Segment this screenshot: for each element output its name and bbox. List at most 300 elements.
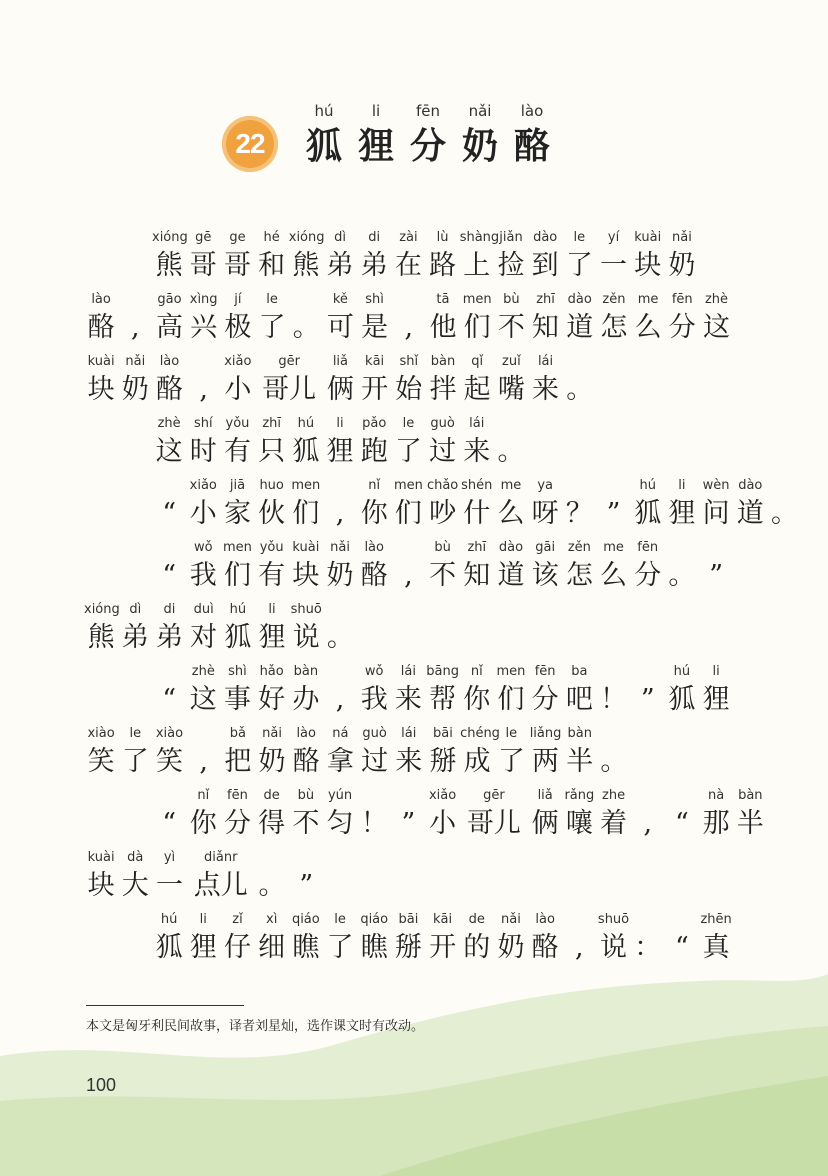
hanzi: 狐 bbox=[224, 622, 252, 653]
pinyin bbox=[562, 476, 596, 496]
char-cell bbox=[187, 352, 221, 408]
pinyin: zhe bbox=[602, 788, 626, 803]
char-cell bbox=[562, 910, 596, 966]
pinyin: qiáo bbox=[360, 912, 389, 927]
pinyin: liǎ bbox=[332, 354, 349, 369]
char-cell bbox=[426, 662, 460, 718]
hanzi: 。 bbox=[668, 560, 696, 591]
hanzi: 小 bbox=[189, 498, 217, 529]
char-cell bbox=[391, 786, 425, 842]
hanzi: 了 bbox=[121, 746, 149, 777]
pinyin: bāi bbox=[398, 912, 419, 927]
pinyin bbox=[392, 290, 426, 310]
pinyin: fēn bbox=[534, 664, 556, 679]
char-cell bbox=[152, 848, 186, 904]
pinyin: hú bbox=[673, 664, 691, 679]
char-cell bbox=[186, 476, 220, 532]
char-cell bbox=[596, 476, 630, 532]
char-cell bbox=[187, 724, 221, 780]
pinyin bbox=[767, 476, 801, 496]
pinyin: jí bbox=[234, 292, 242, 307]
title-hanzi: 奶 bbox=[461, 125, 498, 167]
pinyin: shí bbox=[193, 416, 213, 431]
hanzi: 细 bbox=[258, 932, 286, 963]
char-cell bbox=[528, 724, 562, 780]
hanzi: 一 bbox=[600, 250, 628, 281]
hanzi: , bbox=[404, 312, 414, 343]
pinyin: wǒ bbox=[364, 664, 384, 679]
pinyin: li bbox=[199, 912, 207, 927]
hanzi: 哥儿 bbox=[466, 808, 521, 839]
hanzi: 有 bbox=[223, 436, 251, 467]
pinyin: duì bbox=[193, 602, 214, 617]
pinyin: zhī bbox=[467, 540, 487, 555]
pinyin: le bbox=[402, 416, 415, 431]
char-cell bbox=[357, 414, 391, 470]
hanzi: ！ bbox=[360, 808, 388, 839]
text-line bbox=[152, 414, 528, 470]
pinyin: zhī bbox=[262, 416, 281, 431]
hanzi: 不 bbox=[497, 312, 525, 343]
char-cell bbox=[255, 724, 289, 780]
hanzi: 熊 bbox=[292, 250, 320, 281]
hanzi: 狐 bbox=[668, 684, 696, 715]
hanzi: 来 bbox=[532, 374, 560, 405]
pinyin: jiǎn bbox=[499, 230, 523, 245]
hanzi: 奶 bbox=[326, 560, 354, 591]
hanzi: 么 bbox=[497, 498, 525, 529]
pinyin: xiǎo bbox=[428, 788, 457, 803]
hanzi: , bbox=[199, 374, 208, 405]
char-cell bbox=[323, 290, 357, 346]
char-cell bbox=[391, 662, 425, 718]
char-cell bbox=[665, 538, 699, 594]
pinyin: kě bbox=[332, 292, 348, 307]
hanzi: 狐 bbox=[292, 436, 320, 467]
char-cell bbox=[459, 228, 500, 284]
pinyin: zuǐ bbox=[502, 354, 521, 369]
char-cell bbox=[220, 228, 254, 284]
hanzi: 了 bbox=[497, 746, 525, 777]
hanzi: 时 bbox=[189, 436, 217, 467]
hanzi: 俩 bbox=[531, 808, 559, 839]
pinyin bbox=[562, 910, 596, 930]
hanzi: 分 bbox=[531, 684, 559, 715]
char-cell bbox=[562, 538, 596, 594]
char-cell bbox=[494, 290, 528, 346]
pinyin: lái bbox=[537, 354, 554, 369]
title-hanzi: 狸 bbox=[357, 125, 394, 167]
pinyin: yì bbox=[163, 850, 176, 865]
char-cell bbox=[220, 476, 254, 532]
pinyin: dì bbox=[129, 602, 142, 617]
char-cell bbox=[699, 786, 733, 842]
hanzi: 了 bbox=[326, 932, 354, 963]
char-cell bbox=[596, 786, 630, 842]
pinyin: ya bbox=[537, 478, 553, 493]
char-cell bbox=[323, 724, 357, 780]
hanzi: 过 bbox=[429, 436, 457, 467]
hanzi: 大 bbox=[121, 870, 149, 901]
hanzi: 道 bbox=[497, 560, 525, 591]
hanzi: 狸 bbox=[702, 684, 730, 715]
char-cell bbox=[460, 724, 500, 780]
hanzi: ” bbox=[640, 684, 655, 715]
hanzi: 酪 bbox=[531, 932, 559, 963]
hanzi: 办 bbox=[292, 684, 320, 715]
char-cell bbox=[152, 290, 186, 346]
hanzi: 分 bbox=[668, 312, 696, 343]
hanzi: 这 bbox=[702, 312, 730, 343]
pinyin: lào bbox=[159, 354, 180, 369]
char-cell bbox=[255, 352, 323, 408]
pinyin: liǎng bbox=[529, 726, 562, 741]
char-cell bbox=[426, 786, 460, 842]
hanzi: 可 bbox=[326, 312, 354, 343]
pinyin: jiā bbox=[229, 478, 246, 493]
pinyin: li bbox=[712, 664, 720, 679]
char-cell bbox=[699, 476, 733, 532]
char-cell bbox=[392, 352, 426, 408]
title-pinyin: hú bbox=[314, 102, 334, 120]
hanzi: 瞧 bbox=[292, 932, 320, 963]
char-cell bbox=[357, 538, 391, 594]
text-line bbox=[152, 476, 802, 532]
hanzi: 匀 bbox=[326, 808, 354, 839]
pinyin: hé bbox=[263, 230, 280, 245]
char-cell bbox=[767, 476, 801, 532]
pinyin: bāi bbox=[433, 726, 453, 741]
hanzi: 说 bbox=[292, 622, 320, 653]
char-cell bbox=[631, 538, 665, 594]
pinyin: zhēn bbox=[700, 912, 732, 927]
pinyin: gāo bbox=[157, 292, 182, 307]
pinyin: bù bbox=[297, 788, 315, 803]
pinyin: bù bbox=[503, 292, 520, 307]
char-cell bbox=[323, 352, 357, 408]
char-cell bbox=[460, 910, 494, 966]
pinyin: hú bbox=[639, 478, 656, 493]
char-cell bbox=[528, 786, 562, 842]
pinyin: lào bbox=[535, 912, 555, 927]
pinyin: dào bbox=[567, 292, 592, 307]
char-cell bbox=[118, 848, 152, 904]
hanzi: 。 bbox=[770, 498, 798, 529]
pinyin bbox=[289, 848, 323, 868]
pinyin: le bbox=[266, 292, 278, 307]
char-cell bbox=[323, 414, 357, 470]
char-cell bbox=[186, 786, 220, 842]
pinyin: xiào bbox=[155, 726, 184, 741]
hanzi: 了 bbox=[394, 436, 422, 467]
pinyin: lào bbox=[364, 540, 384, 555]
hanzi: , bbox=[199, 746, 208, 777]
char-cell bbox=[255, 848, 289, 904]
char-cell bbox=[152, 786, 186, 842]
char-cell bbox=[221, 352, 255, 408]
hanzi: 捡 bbox=[497, 250, 525, 281]
char-cell bbox=[152, 352, 186, 408]
pinyin: fēn bbox=[671, 292, 693, 307]
char-cell bbox=[460, 786, 528, 842]
pinyin: shàng bbox=[459, 230, 500, 245]
char-cell bbox=[528, 290, 562, 346]
char-cell bbox=[699, 910, 733, 966]
pinyin: bǎ bbox=[229, 726, 246, 741]
hanzi: 。 bbox=[600, 746, 628, 777]
char-cell bbox=[255, 600, 289, 656]
text-line bbox=[84, 600, 358, 656]
pinyin bbox=[596, 662, 630, 682]
hanzi: 吧 bbox=[565, 684, 593, 715]
pinyin: gāi bbox=[535, 540, 556, 555]
hanzi: 。 bbox=[258, 870, 286, 901]
hanzi: 高 bbox=[155, 312, 183, 343]
hanzi: 他 bbox=[429, 312, 457, 343]
char-cell bbox=[631, 662, 665, 718]
hanzi: ” bbox=[606, 498, 621, 529]
char-cell bbox=[494, 662, 528, 718]
char-cell bbox=[426, 538, 460, 594]
hanzi: “ bbox=[162, 560, 176, 591]
hanzi: 酪 bbox=[155, 374, 183, 405]
hanzi: 我 bbox=[360, 684, 388, 715]
hanzi: 块 bbox=[634, 250, 662, 281]
hanzi: 开 bbox=[361, 374, 389, 405]
char-cell bbox=[562, 662, 596, 718]
pinyin bbox=[631, 910, 665, 930]
char-cell bbox=[186, 538, 220, 594]
hanzi: 哥 bbox=[189, 250, 217, 281]
hanzi: 了 bbox=[258, 312, 286, 343]
hanzi: 成 bbox=[463, 746, 491, 777]
char-cell bbox=[563, 352, 597, 408]
char-cell bbox=[152, 228, 186, 284]
char-cell bbox=[186, 910, 220, 966]
pinyin bbox=[391, 786, 425, 806]
pinyin: yí bbox=[607, 230, 620, 245]
pinyin bbox=[152, 538, 186, 558]
hanzi: 道 bbox=[736, 498, 764, 529]
pinyin: fēn bbox=[227, 788, 248, 803]
pinyin: xióng bbox=[84, 602, 120, 617]
pinyin: gē bbox=[195, 230, 212, 245]
pinyin: le bbox=[505, 726, 518, 741]
pinyin: bàn bbox=[738, 788, 763, 803]
hanzi: 弟 bbox=[121, 622, 149, 653]
title-pinyin: li bbox=[371, 102, 381, 120]
pinyin bbox=[289, 290, 323, 310]
pinyin: nǎi bbox=[330, 540, 350, 555]
hanzi: 上 bbox=[463, 250, 491, 281]
char-cell bbox=[494, 724, 528, 780]
pinyin: de bbox=[263, 788, 280, 803]
pinyin bbox=[631, 662, 665, 682]
pinyin: yún bbox=[327, 788, 353, 803]
char-cell bbox=[391, 414, 425, 470]
char-cell bbox=[118, 724, 152, 780]
pinyin: rǎng bbox=[564, 788, 595, 803]
char-cell bbox=[220, 414, 254, 470]
pinyin: gēr bbox=[278, 354, 300, 369]
char-cell bbox=[289, 600, 323, 656]
pinyin: liǎ bbox=[537, 788, 553, 803]
hanzi: , bbox=[335, 498, 345, 529]
char-cell bbox=[733, 786, 767, 842]
pinyin: bàn bbox=[430, 354, 456, 369]
hanzi: 们 bbox=[394, 498, 422, 529]
char-cell bbox=[289, 414, 323, 470]
hanzi: 酪 bbox=[292, 746, 320, 777]
char-cell bbox=[460, 352, 494, 408]
hanzi: 仔 bbox=[223, 932, 251, 963]
char-cell bbox=[289, 228, 323, 284]
hanzi: “ bbox=[675, 932, 689, 963]
hanzi: 熊 bbox=[155, 250, 183, 281]
pinyin bbox=[118, 290, 152, 310]
char-cell bbox=[118, 290, 152, 346]
char-cell bbox=[597, 724, 631, 780]
char-cell bbox=[357, 910, 391, 966]
hanzi: 。 bbox=[292, 312, 320, 343]
char-cell bbox=[255, 538, 289, 594]
text-line bbox=[152, 786, 767, 842]
pinyin: men bbox=[223, 540, 252, 555]
char-cell bbox=[289, 662, 323, 718]
pinyin: me bbox=[637, 292, 659, 307]
hanzi: 熊 bbox=[87, 622, 115, 653]
pinyin: shì bbox=[365, 292, 384, 307]
char-cell bbox=[255, 228, 289, 284]
char-cell bbox=[221, 724, 255, 780]
pinyin: kāi bbox=[433, 912, 453, 927]
char-cell bbox=[494, 352, 528, 408]
pinyin: me bbox=[500, 478, 522, 493]
char-cell bbox=[426, 910, 460, 966]
hanzi: 块 bbox=[292, 560, 320, 591]
hanzi: 知 bbox=[532, 312, 560, 343]
pinyin: ná bbox=[332, 726, 349, 741]
hanzi: 到 bbox=[531, 250, 559, 281]
pinyin: shǐ bbox=[399, 354, 419, 369]
hanzi: 小 bbox=[224, 374, 252, 405]
hanzi: 哥 bbox=[223, 250, 251, 281]
hanzi: 真 bbox=[702, 932, 730, 963]
hanzi: 奶 bbox=[121, 374, 149, 405]
hanzi: 酪 bbox=[360, 560, 388, 591]
char-cell bbox=[186, 414, 220, 470]
char-cell bbox=[118, 600, 152, 656]
hanzi: 该 bbox=[531, 560, 559, 591]
hanzi: 狸 bbox=[326, 436, 354, 467]
pinyin: tā bbox=[436, 292, 450, 307]
char-cell bbox=[84, 848, 118, 904]
pinyin: me bbox=[603, 540, 624, 555]
hanzi: 哥儿 bbox=[262, 374, 317, 405]
title-hanzi: 狐 bbox=[305, 125, 342, 167]
pinyin: kuài bbox=[87, 354, 115, 369]
hanzi: 么 bbox=[634, 312, 662, 343]
hanzi: 奶 bbox=[497, 932, 525, 963]
hanzi: ” bbox=[709, 560, 723, 591]
text-line bbox=[84, 352, 597, 408]
char-cell bbox=[323, 538, 357, 594]
char-cell bbox=[289, 538, 323, 594]
hanzi: 酪 bbox=[87, 312, 115, 343]
char-cell bbox=[255, 786, 289, 842]
hanzi: 。 bbox=[497, 436, 525, 467]
char-cell bbox=[460, 538, 494, 594]
hanzi: ？ bbox=[565, 498, 593, 529]
hanzi: 事 bbox=[223, 684, 251, 715]
char-cell bbox=[186, 662, 220, 718]
title-hanzi: 分 bbox=[409, 125, 446, 167]
pinyin bbox=[665, 538, 699, 558]
hanzi: ” bbox=[401, 808, 416, 839]
hanzi: 奶 bbox=[668, 250, 696, 281]
hanzi: 了 bbox=[565, 250, 593, 281]
pinyin: men bbox=[291, 478, 321, 493]
char-cell bbox=[357, 228, 391, 284]
hanzi: 一 bbox=[155, 870, 183, 901]
char-cell bbox=[631, 228, 665, 284]
char-cell bbox=[186, 228, 220, 284]
pinyin bbox=[357, 786, 391, 806]
hanzi: ！ bbox=[600, 684, 628, 715]
char-cell bbox=[392, 290, 426, 346]
pinyin: bù bbox=[434, 540, 451, 555]
hanzi: 半 bbox=[736, 808, 764, 839]
pinyin: lái bbox=[401, 726, 417, 741]
char-cell bbox=[665, 786, 699, 842]
pinyin: xì bbox=[266, 912, 278, 927]
pinyin: zhī bbox=[536, 292, 555, 307]
char-cell bbox=[323, 786, 357, 842]
title-pinyin: lào bbox=[520, 102, 544, 120]
char-cell bbox=[494, 414, 528, 470]
text-line bbox=[84, 724, 631, 780]
hanzi: 伙 bbox=[258, 498, 286, 529]
hanzi: 不 bbox=[429, 560, 457, 591]
char-cell bbox=[220, 662, 254, 718]
hanzi: 你 bbox=[189, 808, 217, 839]
hanzi: 极 bbox=[224, 312, 252, 343]
char-cell bbox=[289, 848, 323, 904]
pinyin: de bbox=[468, 912, 485, 927]
char-cell bbox=[187, 848, 255, 904]
char-cell bbox=[631, 910, 665, 966]
pinyin: ge bbox=[229, 230, 246, 245]
pinyin bbox=[391, 538, 425, 558]
pinyin: huo bbox=[259, 478, 284, 493]
hanzi: 那 bbox=[702, 808, 730, 839]
hanzi: ： bbox=[634, 932, 662, 963]
hanzi: 狐 bbox=[634, 498, 662, 529]
hanzi: 掰 bbox=[394, 932, 422, 963]
char-cell bbox=[357, 476, 391, 532]
pinyin: gēr bbox=[483, 788, 505, 803]
pinyin bbox=[323, 600, 357, 620]
hanzi: 你 bbox=[360, 498, 388, 529]
hanzi: 我 bbox=[189, 560, 217, 591]
pinyin bbox=[563, 352, 597, 372]
hanzi: 两 bbox=[532, 746, 560, 777]
hanzi: 弟 bbox=[326, 250, 354, 281]
hanzi: 分 bbox=[223, 808, 251, 839]
hanzi: 跑 bbox=[360, 436, 388, 467]
hanzi: 把 bbox=[224, 746, 252, 777]
pinyin bbox=[323, 476, 357, 496]
